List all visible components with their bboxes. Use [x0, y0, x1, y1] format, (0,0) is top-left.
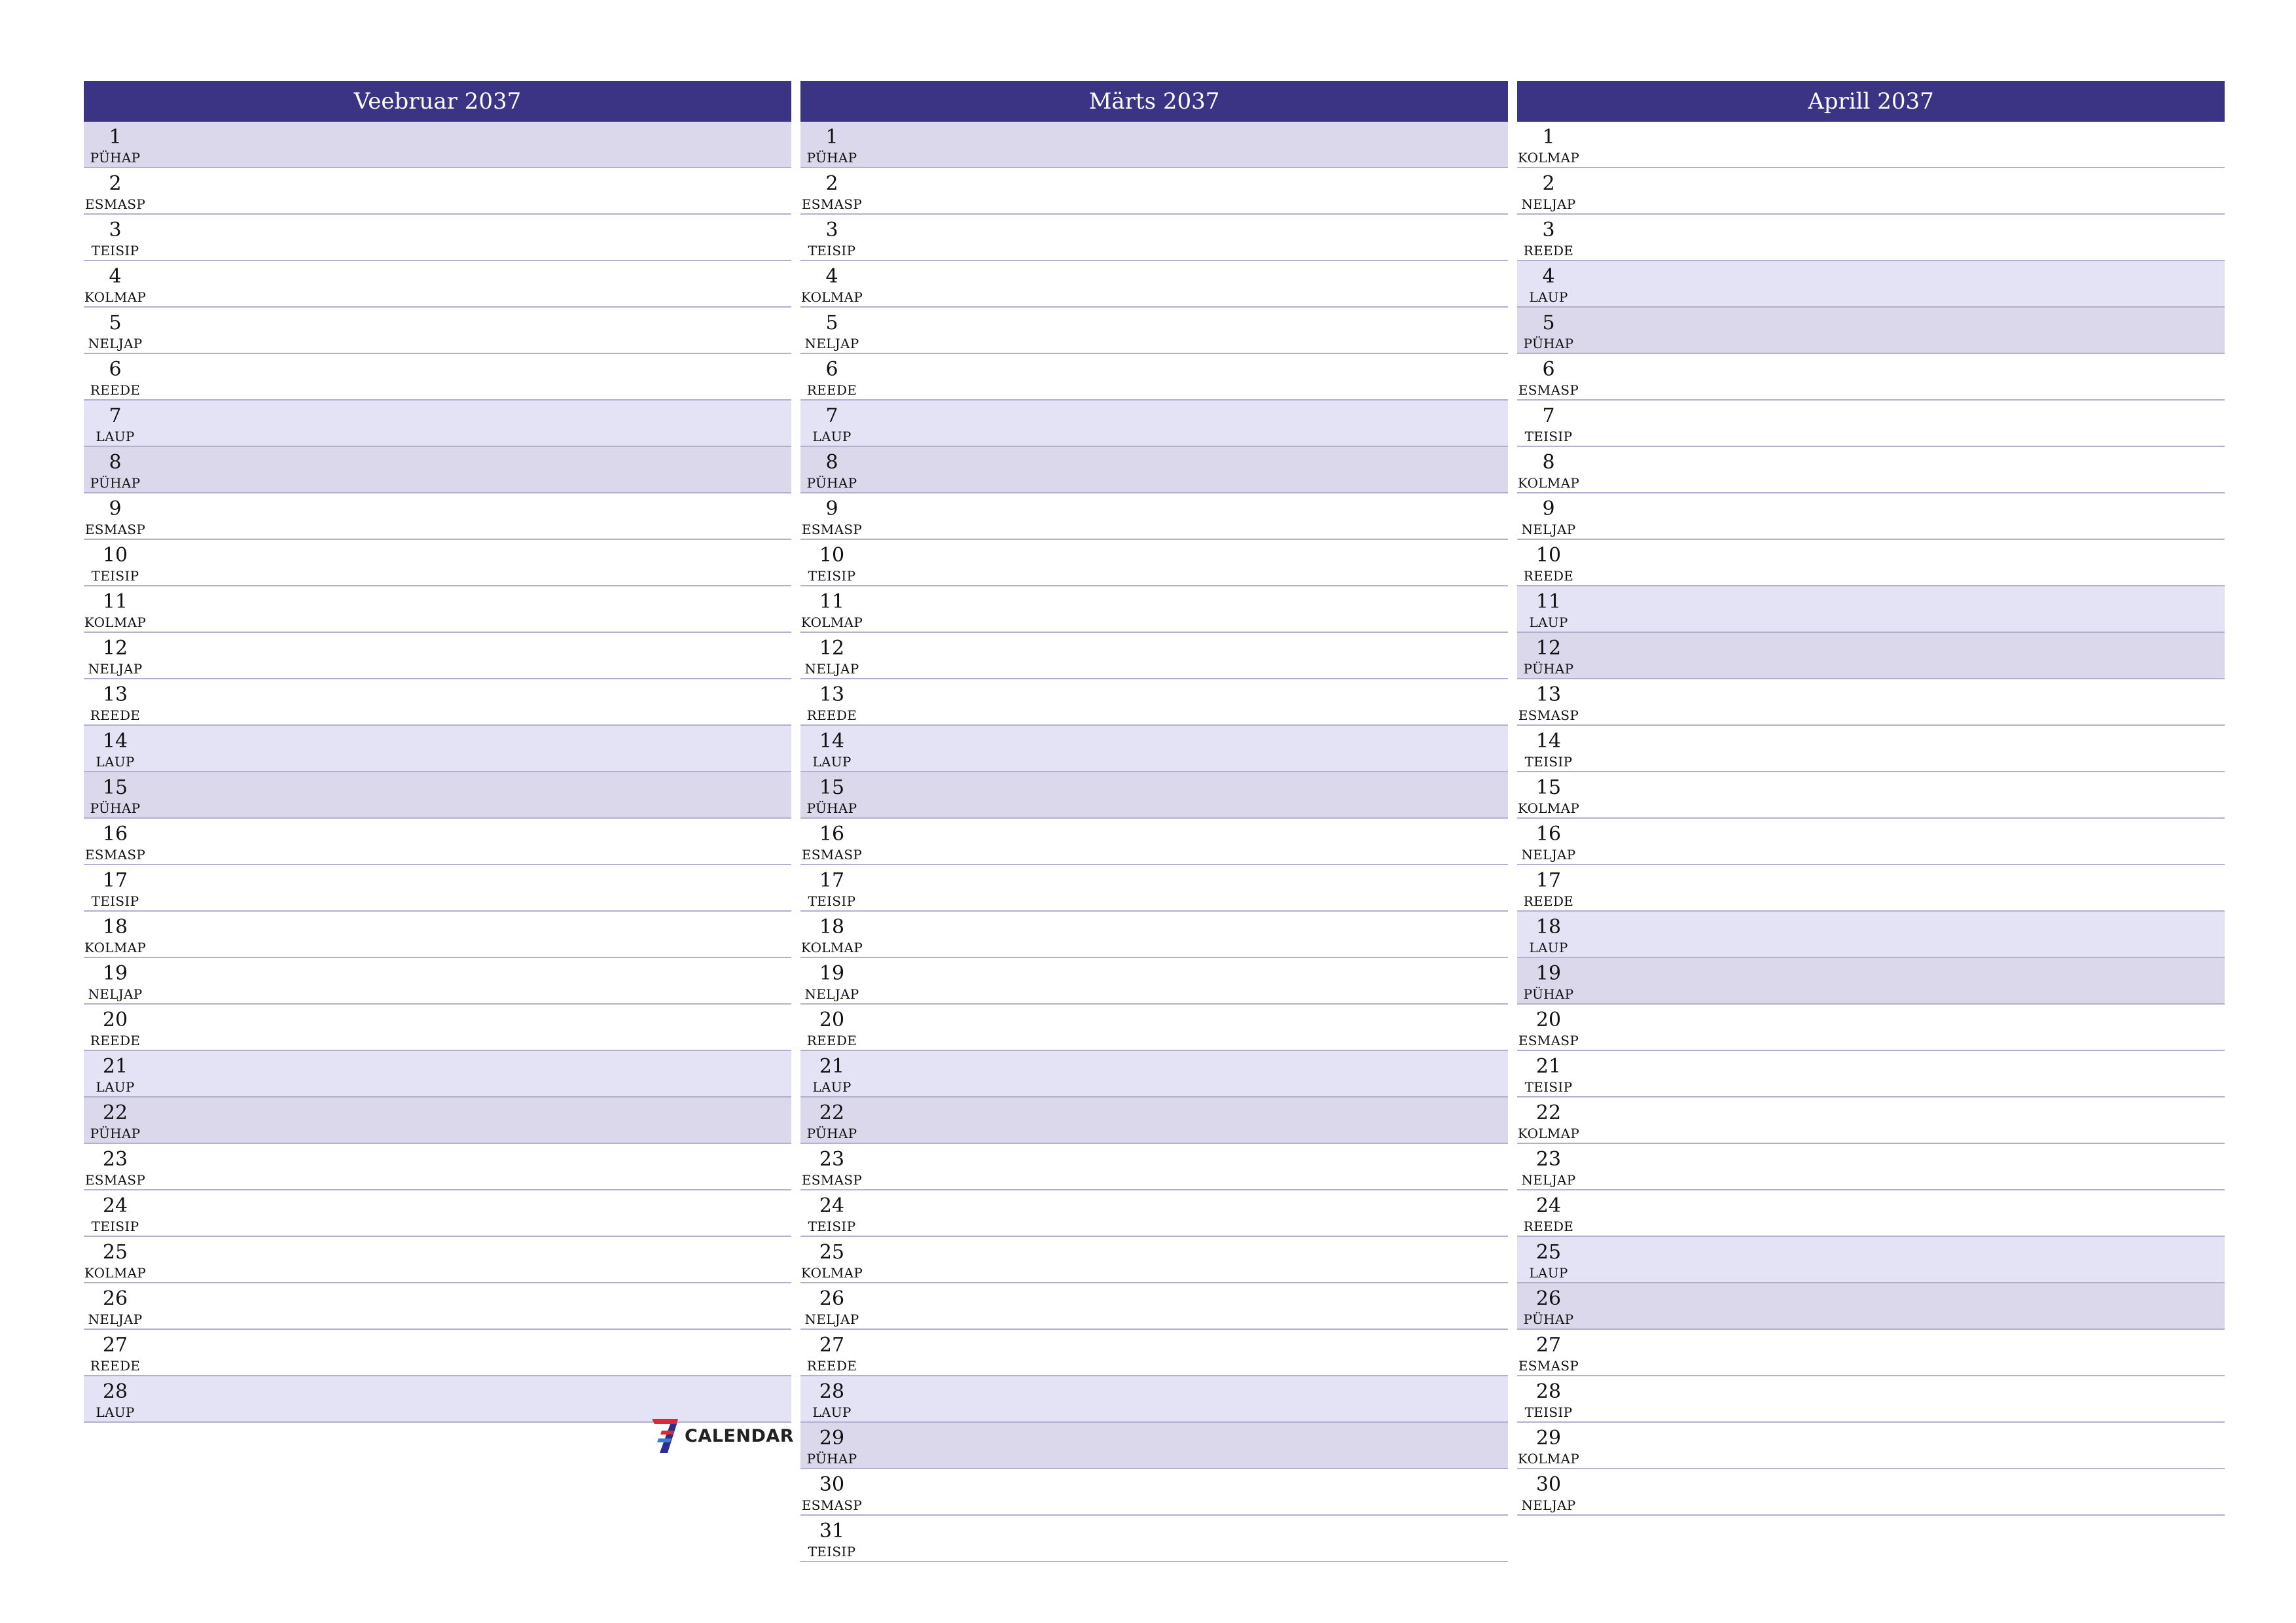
- day-number: 27: [1535, 1334, 1562, 1357]
- day-number: 27: [102, 1334, 128, 1357]
- weekday-label: REEDE: [90, 382, 141, 398]
- weekday-label: KOLMAP: [84, 940, 147, 955]
- day-row: [800, 493, 1508, 540]
- weekday-label: LAUP: [1529, 289, 1568, 305]
- day-number: 13: [819, 683, 845, 706]
- day-number: 11: [1535, 590, 1562, 613]
- weekday-label: KOLMAP: [84, 615, 147, 630]
- day-row: [800, 401, 1508, 447]
- day-row: [84, 819, 791, 865]
- day-number: 26: [1535, 1287, 1562, 1310]
- day-number: 18: [819, 916, 845, 938]
- day-row: [800, 726, 1508, 772]
- day-row: [1517, 586, 2225, 633]
- day-number: 7: [1542, 404, 1555, 427]
- day-number: 11: [819, 590, 845, 613]
- day-row: [84, 1051, 791, 1097]
- day-number: 29: [819, 1427, 845, 1450]
- day-number: 21: [819, 1055, 845, 1078]
- day-row: [800, 1051, 1508, 1097]
- weekday-label: KOLMAP: [1517, 150, 1580, 166]
- day-number: 14: [102, 730, 128, 753]
- weekday-label: LAUP: [96, 429, 135, 444]
- day-row: [1517, 1190, 2225, 1237]
- day-row: [800, 122, 1508, 168]
- day-row: [800, 540, 1508, 586]
- day-number: 24: [102, 1194, 128, 1217]
- weekday-label: ESMASP: [801, 522, 863, 537]
- weekday-label: PÜHAP: [90, 150, 141, 166]
- day-number: 23: [1535, 1148, 1562, 1171]
- day-row: [84, 540, 791, 586]
- weekday-label: NELJAP: [1521, 196, 1576, 212]
- day-row: [800, 261, 1508, 308]
- day-row: [1517, 1376, 2225, 1423]
- weekday-label: REEDE: [1523, 568, 1574, 584]
- day-row: [800, 1005, 1508, 1051]
- weekday-label: KOLMAP: [84, 289, 147, 305]
- day-row: [84, 726, 791, 772]
- day-number: 15: [819, 776, 845, 799]
- weekday-label: LAUP: [812, 1079, 852, 1095]
- weekday-label: ESMASP: [84, 1172, 146, 1188]
- day-row: [1517, 354, 2225, 401]
- day-number: 9: [1542, 497, 1555, 520]
- day-number: 9: [825, 497, 838, 520]
- day-number: 8: [1542, 451, 1555, 474]
- weekday-label: NELJAP: [1521, 522, 1576, 537]
- day-row: [84, 447, 791, 493]
- day-row: [1517, 1330, 2225, 1376]
- weekday-label: KOLMAP: [1517, 475, 1580, 491]
- weekday-label: REEDE: [90, 707, 141, 723]
- day-row: [800, 586, 1508, 633]
- month-april: [1517, 81, 2225, 1516]
- weekday-label: TEISIP: [1524, 1079, 1573, 1095]
- day-row: [84, 1097, 791, 1144]
- day-number: 20: [1535, 1008, 1562, 1031]
- day-number: 1: [825, 126, 838, 149]
- weekday-label: TEISIP: [808, 568, 856, 584]
- weekday-label: REEDE: [1523, 893, 1574, 909]
- day-row: [1517, 261, 2225, 308]
- day-number: 28: [102, 1380, 128, 1403]
- day-number: 19: [819, 962, 845, 985]
- day-row: [1517, 308, 2225, 354]
- weekday-label: LAUP: [1529, 940, 1568, 955]
- logo-text: CALENDAR: [685, 1425, 795, 1446]
- weekday-label: KOLMAP: [84, 1265, 147, 1281]
- weekday-label: LAUP: [1529, 1265, 1568, 1281]
- day-number: 25: [1535, 1241, 1562, 1264]
- weekday-label: ESMASP: [801, 847, 863, 863]
- day-row: [800, 819, 1508, 865]
- day-number: 31: [819, 1520, 845, 1543]
- day-row: [800, 633, 1508, 679]
- day-row: [84, 122, 791, 168]
- day-number: 24: [1535, 1194, 1562, 1217]
- weekday-label: NELJAP: [804, 661, 859, 677]
- day-row: [800, 958, 1508, 1005]
- month-title: Märts 2037: [800, 81, 1508, 122]
- day-row: [1517, 633, 2225, 679]
- day-row: [800, 1190, 1508, 1237]
- day-number: 13: [1535, 683, 1562, 706]
- day-row: [800, 1469, 1508, 1516]
- day-row: [800, 354, 1508, 401]
- weekday-label: PÜHAP: [90, 800, 141, 816]
- month-march: [800, 81, 1508, 1562]
- weekday-label: PÜHAP: [90, 475, 141, 491]
- weekday-label: LAUP: [96, 754, 135, 770]
- day-number: 4: [109, 265, 122, 288]
- day-row: [84, 308, 791, 354]
- day-number: 28: [819, 1380, 845, 1403]
- day-number: 16: [1535, 823, 1562, 846]
- day-number: 16: [819, 823, 845, 846]
- day-row: [84, 772, 791, 819]
- day-number: 20: [819, 1008, 845, 1031]
- weekday-label: ESMASP: [1518, 382, 1579, 398]
- day-number: 5: [1542, 312, 1555, 334]
- day-number: 3: [1542, 219, 1555, 241]
- weekday-label: ESMASP: [801, 196, 863, 212]
- day-number: 17: [102, 869, 128, 892]
- day-row: [800, 865, 1508, 912]
- weekday-label: LAUP: [812, 1404, 852, 1420]
- weekday-label: NELJAP: [1521, 847, 1576, 863]
- day-row: [84, 865, 791, 912]
- weekday-label: LAUP: [1529, 615, 1568, 630]
- weekday-label: TEISIP: [91, 893, 139, 909]
- day-row: [84, 586, 791, 633]
- day-number: 21: [102, 1055, 128, 1078]
- seven-logo-icon: [651, 1418, 679, 1454]
- day-number: 3: [825, 219, 838, 241]
- day-row: [1517, 1283, 2225, 1330]
- weekday-label: KOLMAP: [800, 289, 863, 305]
- day-row: [1517, 958, 2225, 1005]
- day-number: 12: [102, 637, 128, 660]
- weekday-label: ESMASP: [1518, 1033, 1579, 1048]
- weekday-label: PÜHAP: [806, 800, 857, 816]
- weekday-label: PÜHAP: [806, 1126, 857, 1141]
- day-number: 14: [819, 730, 845, 753]
- day-row: [1517, 215, 2225, 261]
- day-number: 27: [819, 1334, 845, 1357]
- day-row: [1517, 168, 2225, 215]
- weekday-label: TEISIP: [1524, 429, 1573, 444]
- day-row: [84, 1005, 791, 1051]
- day-row: [800, 1516, 1508, 1562]
- day-row: [800, 1376, 1508, 1423]
- weekday-label: REEDE: [1523, 243, 1574, 259]
- weekday-label: KOLMAP: [800, 1265, 863, 1281]
- weekday-label: NELJAP: [88, 986, 143, 1002]
- weekday-label: PÜHAP: [1523, 336, 1574, 351]
- day-row: [1517, 1237, 2225, 1283]
- day-row: [84, 912, 791, 958]
- month-title: Veebruar 2037: [84, 81, 791, 122]
- weekday-label: TEISIP: [91, 568, 139, 584]
- day-number: 4: [825, 265, 838, 288]
- weekday-label: ESMASP: [801, 1497, 863, 1513]
- weekday-label: NELJAP: [88, 661, 143, 677]
- weekday-label: PÜHAP: [90, 1126, 141, 1141]
- day-row: [1517, 1051, 2225, 1097]
- weekday-label: TEISIP: [91, 1219, 139, 1234]
- day-number: 6: [825, 358, 838, 381]
- day-row: [800, 912, 1508, 958]
- weekday-label: REEDE: [806, 1358, 857, 1374]
- day-number: 24: [819, 1194, 845, 1217]
- day-row: [1517, 1423, 2225, 1469]
- day-number: 14: [1535, 730, 1562, 753]
- day-row: [800, 308, 1508, 354]
- weekday-label: ESMASP: [84, 522, 146, 537]
- day-row: [84, 679, 791, 726]
- weekday-label: ESMASP: [1518, 707, 1579, 723]
- day-list: [800, 122, 1508, 1562]
- day-number: 9: [109, 497, 122, 520]
- day-row: [84, 633, 791, 679]
- day-number: 18: [102, 916, 128, 938]
- day-number: 17: [1535, 869, 1562, 892]
- day-number: 2: [109, 172, 122, 195]
- weekday-label: PÜHAP: [1523, 661, 1574, 677]
- day-row: [1517, 726, 2225, 772]
- day-number: 22: [819, 1101, 845, 1124]
- weekday-label: KOLMAP: [1517, 1126, 1580, 1141]
- day-number: 19: [1535, 962, 1562, 985]
- day-row: [84, 1144, 791, 1190]
- weekday-label: NELJAP: [88, 336, 143, 351]
- day-row: [84, 401, 791, 447]
- day-row: [84, 958, 791, 1005]
- day-row: [800, 1097, 1508, 1144]
- weekday-label: TEISIP: [1524, 1404, 1573, 1420]
- day-number: 6: [1542, 358, 1555, 381]
- day-number: 19: [102, 962, 128, 985]
- day-row: [1517, 1097, 2225, 1144]
- day-row: [1517, 912, 2225, 958]
- day-row: [800, 772, 1508, 819]
- day-row: [800, 1237, 1508, 1283]
- day-number: 2: [825, 172, 838, 195]
- day-number: 1: [109, 126, 122, 149]
- day-row: [84, 1283, 791, 1330]
- day-row: [1517, 493, 2225, 540]
- day-number: 25: [819, 1241, 845, 1264]
- day-row: [84, 493, 791, 540]
- day-number: 26: [102, 1287, 128, 1310]
- weekday-label: LAUP: [96, 1079, 135, 1095]
- weekday-label: NELJAP: [1521, 1172, 1576, 1188]
- day-number: 18: [1535, 916, 1562, 938]
- weekday-label: TEISIP: [808, 1219, 856, 1234]
- weekday-label: ESMASP: [801, 1172, 863, 1188]
- day-number: 8: [825, 451, 838, 474]
- day-number: 20: [102, 1008, 128, 1031]
- weekday-label: KOLMAP: [800, 940, 863, 955]
- day-number: 3: [109, 219, 122, 241]
- weekday-label: ESMASP: [84, 196, 146, 212]
- day-row: [1517, 819, 2225, 865]
- weekday-label: PÜHAP: [806, 150, 857, 166]
- day-list: [1517, 122, 2225, 1516]
- day-number: 25: [102, 1241, 128, 1264]
- day-row: [1517, 865, 2225, 912]
- day-row: [1517, 679, 2225, 726]
- weekday-label: TEISIP: [1524, 754, 1573, 770]
- day-number: 15: [102, 776, 128, 799]
- weekday-label: LAUP: [812, 754, 852, 770]
- day-number: 7: [825, 404, 838, 427]
- weekday-label: KOLMAP: [800, 615, 863, 630]
- day-row: [800, 447, 1508, 493]
- day-number: 4: [1542, 265, 1555, 288]
- day-number: 23: [819, 1148, 845, 1171]
- day-number: 12: [819, 637, 845, 660]
- weekday-label: REEDE: [90, 1358, 141, 1374]
- weekday-label: PÜHAP: [806, 1451, 857, 1467]
- day-number: 16: [102, 823, 128, 846]
- weekday-label: TEISIP: [91, 243, 139, 259]
- day-number: 2: [1542, 172, 1555, 195]
- day-number: 8: [109, 451, 122, 474]
- day-row: [1517, 540, 2225, 586]
- weekday-label: ESMASP: [84, 847, 146, 863]
- day-row: [800, 215, 1508, 261]
- day-list: [84, 122, 791, 1423]
- day-row: [84, 1330, 791, 1376]
- day-number: 13: [102, 683, 128, 706]
- day-row: [84, 1376, 791, 1423]
- day-row: [84, 1190, 791, 1237]
- day-number: 26: [819, 1287, 845, 1310]
- weekday-label: REEDE: [1523, 1219, 1574, 1234]
- day-row: [1517, 122, 2225, 168]
- day-row: [800, 1283, 1508, 1330]
- day-row: [1517, 1005, 2225, 1051]
- day-number: 30: [819, 1473, 845, 1496]
- brand-logo: [651, 1418, 794, 1454]
- month-february: [84, 81, 791, 1423]
- day-row: [800, 1423, 1508, 1469]
- weekday-label: PÜHAP: [1523, 986, 1574, 1002]
- day-number: 11: [102, 590, 128, 613]
- weekday-label: TEISIP: [808, 243, 856, 259]
- day-number: 1: [1542, 126, 1555, 149]
- day-row: [800, 679, 1508, 726]
- weekday-label: REEDE: [806, 382, 857, 398]
- weekday-label: TEISIP: [808, 1544, 856, 1560]
- day-number: 10: [102, 544, 128, 567]
- day-number: 21: [1535, 1055, 1562, 1078]
- day-row: [1517, 447, 2225, 493]
- day-number: 6: [109, 358, 122, 381]
- day-row: [84, 261, 791, 308]
- day-number: 5: [825, 312, 838, 334]
- day-number: 30: [1535, 1473, 1562, 1496]
- day-row: [1517, 1144, 2225, 1190]
- weekday-label: NELJAP: [88, 1311, 143, 1327]
- month-title: Aprill 2037: [1517, 81, 2225, 122]
- day-number: 10: [819, 544, 845, 567]
- weekday-label: REEDE: [806, 707, 857, 723]
- weekday-label: PÜHAP: [1523, 1311, 1574, 1327]
- day-row: [84, 168, 791, 215]
- day-number: 29: [1535, 1427, 1562, 1450]
- weekday-label: NELJAP: [804, 1311, 859, 1327]
- weekday-label: KOLMAP: [1517, 1451, 1580, 1467]
- weekday-label: KOLMAP: [1517, 800, 1580, 816]
- day-number: 7: [109, 404, 122, 427]
- weekday-label: TEISIP: [808, 893, 856, 909]
- weekday-label: NELJAP: [804, 986, 859, 1002]
- weekday-label: LAUP: [96, 1404, 135, 1420]
- day-row: [84, 354, 791, 401]
- day-row: [84, 215, 791, 261]
- weekday-label: NELJAP: [804, 336, 859, 351]
- day-row: [84, 1237, 791, 1283]
- day-row: [1517, 1469, 2225, 1516]
- day-number: 22: [1535, 1101, 1562, 1124]
- day-number: 17: [819, 869, 845, 892]
- weekday-label: PÜHAP: [806, 475, 857, 491]
- weekday-label: ESMASP: [1518, 1358, 1579, 1374]
- weekday-label: REEDE: [806, 1033, 857, 1048]
- day-row: [1517, 772, 2225, 819]
- day-row: [800, 168, 1508, 215]
- day-row: [800, 1144, 1508, 1190]
- weekday-label: REEDE: [90, 1033, 141, 1048]
- day-row: [800, 1330, 1508, 1376]
- day-row: [1517, 401, 2225, 447]
- day-number: 10: [1535, 544, 1562, 567]
- day-number: 22: [102, 1101, 128, 1124]
- day-number: 12: [1535, 637, 1562, 660]
- day-number: 15: [1535, 776, 1562, 799]
- weekday-label: LAUP: [812, 429, 852, 444]
- day-number: 28: [1535, 1380, 1562, 1403]
- day-number: 23: [102, 1148, 128, 1171]
- weekday-label: NELJAP: [1521, 1497, 1576, 1513]
- day-number: 5: [109, 312, 122, 334]
